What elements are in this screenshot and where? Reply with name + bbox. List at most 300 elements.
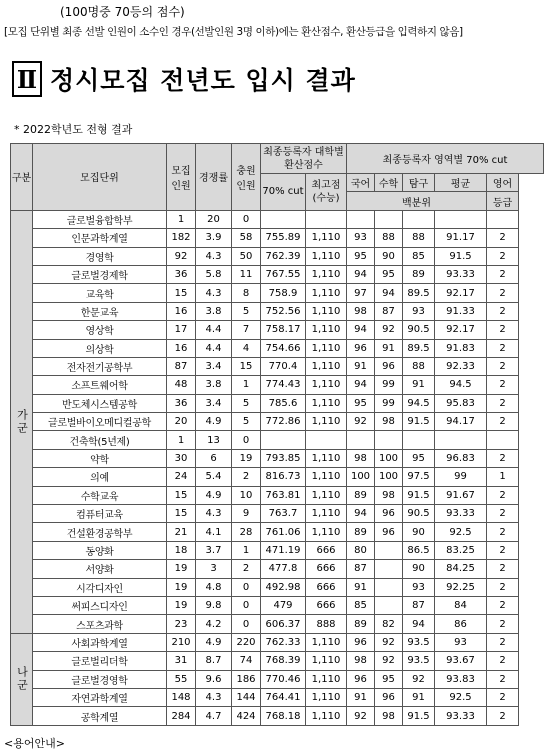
table-row: [11, 670, 544, 688]
table-cell: 17: [167, 321, 196, 339]
table-cell: 95: [403, 449, 435, 467]
table-cell: 7: [232, 321, 261, 339]
table-cell: 87: [167, 357, 196, 375]
table-cell: 2: [487, 615, 519, 633]
table-cell: 15: [167, 505, 196, 523]
table-cell: 91.5: [435, 247, 487, 265]
table-cell: 4.3: [196, 505, 232, 523]
table-cell: 87: [403, 596, 435, 614]
table-cell: [403, 431, 435, 449]
table-cell: 95.83: [435, 394, 487, 412]
table-cell: 4.7: [196, 707, 232, 725]
table-cell: 4.3: [196, 284, 232, 302]
unit-name-cell: 전자전기공학부: [33, 357, 167, 375]
table-cell: 492.98: [261, 578, 306, 596]
table-cell: 2: [487, 339, 519, 357]
table-cell: 816.73: [261, 468, 306, 486]
unit-name-cell: 글로벌경영학: [33, 670, 167, 688]
table-cell: 95: [375, 265, 403, 283]
unit-name-cell: 소프트웨어학: [33, 376, 167, 394]
table-cell: 148: [167, 688, 196, 706]
table-cell: 1,110: [306, 265, 347, 283]
table-cell: [261, 431, 306, 449]
table-cell: 89.5: [403, 339, 435, 357]
input-notice: [모집 단위별 최종 선발 인원이 소수인 경우(선발인원 3명 이하)에는 환산점수, 환산등급을 입력하지 않음]: [4, 26, 463, 38]
table-row: [11, 486, 544, 504]
table-cell: 94: [347, 265, 375, 283]
section-numeral: Ⅱ: [12, 61, 42, 97]
table-cell: 2: [487, 229, 519, 247]
table-cell: 90.5: [403, 505, 435, 523]
table-cell: 2: [487, 394, 519, 412]
unit-name-cell: 컴퓨터교육: [33, 505, 167, 523]
table-cell: 20: [196, 210, 232, 228]
table-cell: 0: [232, 596, 261, 614]
unit-name-cell: 글로벌경제학: [33, 265, 167, 283]
unit-name-cell: 인문과학계열: [33, 229, 167, 247]
table-cell: 606.37: [261, 615, 306, 633]
table-cell: 93: [403, 302, 435, 320]
table-cell: 92.5: [435, 688, 487, 706]
table-cell: 18: [167, 541, 196, 559]
table-row: [11, 541, 544, 559]
table-cell: 90: [375, 247, 403, 265]
unit-name-cell: 시각디자인: [33, 578, 167, 596]
table-cell: 91: [347, 578, 375, 596]
table-cell: 2: [487, 376, 519, 394]
table-cell: 82: [375, 615, 403, 633]
table-cell: 93.33: [435, 505, 487, 523]
table-cell: 36: [167, 394, 196, 412]
table-cell: 99: [375, 376, 403, 394]
table-cell: 2: [487, 486, 519, 504]
table-row: [11, 468, 544, 486]
unit-name-cell: 의상학: [33, 339, 167, 357]
table-row: [11, 321, 544, 339]
table-cell: 2: [487, 523, 519, 541]
table-cell: 91: [403, 688, 435, 706]
table-cell: 93.33: [435, 707, 487, 725]
table-row: [11, 210, 544, 228]
table-cell: 19: [167, 596, 196, 614]
table-cell: 4.9: [196, 486, 232, 504]
header-korean: 국어: [347, 174, 375, 192]
table-cell: 8.7: [196, 652, 232, 670]
table-cell: 284: [167, 707, 196, 725]
table-cell: 1,110: [306, 394, 347, 412]
table-cell: 763.81: [261, 486, 306, 504]
table-cell: 761.06: [261, 523, 306, 541]
unit-name-cell: 영상학: [33, 321, 167, 339]
table-cell: 100: [375, 449, 403, 467]
table-cell: 91.83: [435, 339, 487, 357]
table-cell: 0: [232, 578, 261, 596]
table-cell: [487, 431, 519, 449]
table-cell: 479: [261, 596, 306, 614]
table-cell: 87: [375, 302, 403, 320]
table-cell: 92: [167, 247, 196, 265]
results-body: [11, 210, 544, 725]
table-cell: 92.5: [435, 523, 487, 541]
table-cell: 99: [375, 394, 403, 412]
table-cell: 2: [487, 284, 519, 302]
table-cell: 36: [167, 265, 196, 283]
table-cell: 1,110: [306, 670, 347, 688]
unit-name-cell: 의예: [33, 468, 167, 486]
table-cell: 93.33: [435, 265, 487, 283]
table-cell: 186: [232, 670, 261, 688]
table-cell: 94: [347, 321, 375, 339]
table-cell: 4.8: [196, 578, 232, 596]
table-cell: 93.5: [403, 652, 435, 670]
table-cell: 11: [232, 265, 261, 283]
table-cell: 94.5: [403, 394, 435, 412]
table-cell: 90.5: [403, 321, 435, 339]
table-row: [11, 339, 544, 357]
table-cell: 6: [196, 449, 232, 467]
header-score-min: 최고점 (수능): [306, 174, 347, 211]
table-cell: 471.19: [261, 541, 306, 559]
header-region: 구분: [11, 144, 33, 211]
table-cell: 86: [435, 615, 487, 633]
table-cell: 785.6: [261, 394, 306, 412]
table-cell: 31: [167, 652, 196, 670]
table-cell: 88: [403, 357, 435, 375]
table-cell: 5: [232, 394, 261, 412]
unit-name-cell: 건설환경공학부: [33, 523, 167, 541]
table-cell: 95: [347, 247, 375, 265]
table-cell: 94: [403, 615, 435, 633]
table-cell: 96: [375, 357, 403, 375]
table-cell: 1,110: [306, 652, 347, 670]
table-cell: 96: [375, 688, 403, 706]
table-cell: 755.89: [261, 229, 306, 247]
table-cell: [435, 431, 487, 449]
table-cell: 0: [232, 431, 261, 449]
table-cell: 85: [347, 596, 375, 614]
unit-name-cell: 경영학: [33, 247, 167, 265]
table-cell: 3.7: [196, 541, 232, 559]
table-cell: 770.4: [261, 357, 306, 375]
header-quota: 모집인원: [167, 144, 196, 211]
table-row: [11, 284, 544, 302]
table-cell: 89: [403, 265, 435, 283]
table-cell: 4.2: [196, 615, 232, 633]
table-cell: 84: [435, 596, 487, 614]
table-cell: 94: [347, 376, 375, 394]
table-cell: 3.8: [196, 302, 232, 320]
table-cell: 94: [347, 505, 375, 523]
table-cell: 8: [232, 284, 261, 302]
table-cell: 89: [347, 523, 375, 541]
table-cell: 3.4: [196, 357, 232, 375]
table-cell: 772.86: [261, 413, 306, 431]
unit-name-cell: 글로벌바이오메디컬공학: [33, 413, 167, 431]
table-cell: 95: [375, 670, 403, 688]
table-cell: 1,110: [306, 505, 347, 523]
table-cell: 1,110: [306, 707, 347, 725]
table-cell: 98: [375, 413, 403, 431]
table-cell: 92.17: [435, 284, 487, 302]
unit-name-cell: 교육학: [33, 284, 167, 302]
table-cell: 48: [167, 376, 196, 394]
table-cell: 96: [347, 633, 375, 651]
table-cell: 764.41: [261, 688, 306, 706]
table-cell: 774.43: [261, 376, 306, 394]
results-table: [10, 143, 544, 726]
table-cell: [375, 541, 403, 559]
table-cell: 91: [347, 688, 375, 706]
table-cell: 1,110: [306, 523, 347, 541]
table-cell: 4.3: [196, 247, 232, 265]
table-cell: 93: [435, 633, 487, 651]
table-row: [11, 413, 544, 431]
table-cell: 1: [487, 468, 519, 486]
table-cell: 16: [167, 302, 196, 320]
table-cell: 2: [487, 707, 519, 725]
unit-name-cell: 사회과학계열: [33, 633, 167, 651]
table-cell: 1,110: [306, 413, 347, 431]
table-cell: 1: [167, 431, 196, 449]
unit-name-cell: 반도체시스템공학: [33, 394, 167, 412]
table-cell: [375, 578, 403, 596]
table-cell: 74: [232, 652, 261, 670]
table-cell: 666: [306, 596, 347, 614]
table-cell: 210: [167, 633, 196, 651]
table-cell: 91.33: [435, 302, 487, 320]
table-cell: 1,110: [306, 449, 347, 467]
header-area-group: 최종등록자 영역별 70% cut: [347, 144, 544, 174]
table-cell: 4.4: [196, 321, 232, 339]
table-row: [11, 302, 544, 320]
unit-name-cell: 써피스디자인: [33, 596, 167, 614]
table-cell: 20: [167, 413, 196, 431]
table-cell: 100: [375, 468, 403, 486]
table-cell: 91.5: [403, 707, 435, 725]
table-cell: 2: [487, 357, 519, 375]
table-cell: 89: [347, 615, 375, 633]
table-row: [11, 265, 544, 283]
table-cell: [347, 210, 375, 228]
table-cell: 888: [306, 615, 347, 633]
table-cell: 4.4: [196, 339, 232, 357]
table-cell: 752.56: [261, 302, 306, 320]
table-row: [11, 431, 544, 449]
table-cell: 88: [403, 229, 435, 247]
table-cell: 5.8: [196, 265, 232, 283]
table-cell: [306, 431, 347, 449]
table-cell: 1: [232, 541, 261, 559]
table-cell: 89: [347, 486, 375, 504]
table-cell: 0: [232, 210, 261, 228]
table-cell: 98: [347, 652, 375, 670]
table-cell: 94.17: [435, 413, 487, 431]
table-row: [11, 394, 544, 412]
table-cell: 98: [375, 707, 403, 725]
table-cell: 2: [487, 596, 519, 614]
table-cell: 1,110: [306, 321, 347, 339]
table-cell: [435, 210, 487, 228]
table-cell: 96: [375, 505, 403, 523]
footer-glossary: <용어안내>: [4, 737, 65, 750]
table-cell: 90: [403, 523, 435, 541]
table-cell: 3: [196, 560, 232, 578]
table-cell: 88: [375, 229, 403, 247]
table-row: [11, 596, 544, 614]
table-cell: 87: [347, 560, 375, 578]
table-cell: 1,110: [306, 247, 347, 265]
region-cell: 가군: [11, 210, 33, 633]
table-cell: 758.9: [261, 284, 306, 302]
table-cell: 92.17: [435, 321, 487, 339]
header-score-70: 70% cut: [261, 174, 306, 211]
header-inquiry: 탐구: [403, 174, 435, 192]
table-cell: 96: [347, 339, 375, 357]
table-cell: 1,110: [306, 229, 347, 247]
table-cell: 1: [232, 376, 261, 394]
table-cell: 91: [375, 339, 403, 357]
table-row: [11, 505, 544, 523]
header-grade: 등급: [487, 192, 519, 210]
table-cell: 3.9: [196, 229, 232, 247]
table-cell: 95: [347, 394, 375, 412]
table-cell: 762.39: [261, 247, 306, 265]
table-cell: 2: [487, 321, 519, 339]
table-cell: [375, 560, 403, 578]
table-cell: 220: [232, 633, 261, 651]
table-cell: 4.9: [196, 413, 232, 431]
unit-name-cell: 동양화: [33, 541, 167, 559]
table-cell: 13: [196, 431, 232, 449]
table-cell: 91.67: [435, 486, 487, 504]
table-cell: 92.25: [435, 578, 487, 596]
table-cell: 98: [347, 302, 375, 320]
table-cell: 96.83: [435, 449, 487, 467]
table-cell: 1,110: [306, 486, 347, 504]
table-cell: 55: [167, 670, 196, 688]
table-cell: 767.55: [261, 265, 306, 283]
table-cell: 98: [375, 486, 403, 504]
unit-name-cell: 서양화: [33, 560, 167, 578]
table-cell: 182: [167, 229, 196, 247]
table-cell: [375, 596, 403, 614]
table-row: [11, 688, 544, 706]
table-cell: 666: [306, 560, 347, 578]
table-row: [11, 615, 544, 633]
table-cell: 2: [487, 652, 519, 670]
table-cell: 92: [375, 652, 403, 670]
table-row: [11, 247, 544, 265]
table-cell: 3.8: [196, 376, 232, 394]
table-cell: 9.8: [196, 596, 232, 614]
header-unit: 모집단위: [33, 144, 167, 211]
table-cell: 91: [347, 357, 375, 375]
table-cell: 768.18: [261, 707, 306, 725]
table-cell: 1,110: [306, 284, 347, 302]
unit-name-cell: 스포츠과학: [33, 615, 167, 633]
table-cell: 9.6: [196, 670, 232, 688]
table-cell: 9: [232, 505, 261, 523]
table-cell: 19: [232, 449, 261, 467]
table-cell: 5: [232, 413, 261, 431]
table-cell: 96: [375, 523, 403, 541]
table-cell: 758.17: [261, 321, 306, 339]
table-cell: 28: [232, 523, 261, 541]
table-cell: 85: [403, 247, 435, 265]
table-cell: 2: [487, 670, 519, 688]
table-cell: 80: [347, 541, 375, 559]
table-cell: 1,110: [306, 376, 347, 394]
table-cell: 770.46: [261, 670, 306, 688]
table-cell: 92: [375, 321, 403, 339]
unit-name-cell: 한문교육: [33, 302, 167, 320]
table-cell: 23: [167, 615, 196, 633]
table-cell: [487, 210, 519, 228]
table-row: [11, 560, 544, 578]
table-cell: 2: [487, 541, 519, 559]
table-cell: 0: [232, 615, 261, 633]
table-row: [11, 376, 544, 394]
table-cell: 15: [167, 486, 196, 504]
table-cell: 763.7: [261, 505, 306, 523]
table-cell: 93.83: [435, 670, 487, 688]
table-row: [11, 523, 544, 541]
table-cell: 84.25: [435, 560, 487, 578]
table-cell: 1,110: [306, 357, 347, 375]
unit-name-cell: 글로벌융합학부: [33, 210, 167, 228]
table-cell: 50: [232, 247, 261, 265]
table-row: [11, 707, 544, 725]
table-cell: 2: [487, 578, 519, 596]
table-cell: 2: [487, 265, 519, 283]
table-row: [11, 229, 544, 247]
header-ratio: 경쟁률: [196, 144, 232, 211]
table-row: [11, 578, 544, 596]
table-cell: 2: [487, 302, 519, 320]
table-cell: 10: [232, 486, 261, 504]
table-row: [11, 652, 544, 670]
table-cell: 666: [306, 578, 347, 596]
table-cell: 2: [232, 468, 261, 486]
table-cell: 1,110: [306, 468, 347, 486]
table-cell: 92: [347, 707, 375, 725]
table-cell: 83.25: [435, 541, 487, 559]
table-cell: 58: [232, 229, 261, 247]
table-cell: 92: [375, 633, 403, 651]
table-cell: [261, 210, 306, 228]
table-cell: 99: [435, 468, 487, 486]
table-cell: 4.9: [196, 633, 232, 651]
table-cell: 2: [487, 688, 519, 706]
table-cell: 94: [375, 284, 403, 302]
table-cell: 16: [167, 339, 196, 357]
table-cell: 91.5: [403, 486, 435, 504]
table-cell: 21: [167, 523, 196, 541]
header-average: 평균: [435, 174, 487, 192]
table-cell: 768.39: [261, 652, 306, 670]
region-cell: 나군: [11, 633, 33, 725]
table-row: [11, 449, 544, 467]
table-cell: 97: [347, 284, 375, 302]
table-cell: 4.3: [196, 688, 232, 706]
table-cell: 100: [347, 468, 375, 486]
table-cell: 4.1: [196, 523, 232, 541]
table-cell: 94.5: [435, 376, 487, 394]
table-cell: 93.5: [403, 633, 435, 651]
section-heading: [12, 58, 356, 100]
table-cell: 96: [347, 670, 375, 688]
table-cell: 2: [487, 413, 519, 431]
